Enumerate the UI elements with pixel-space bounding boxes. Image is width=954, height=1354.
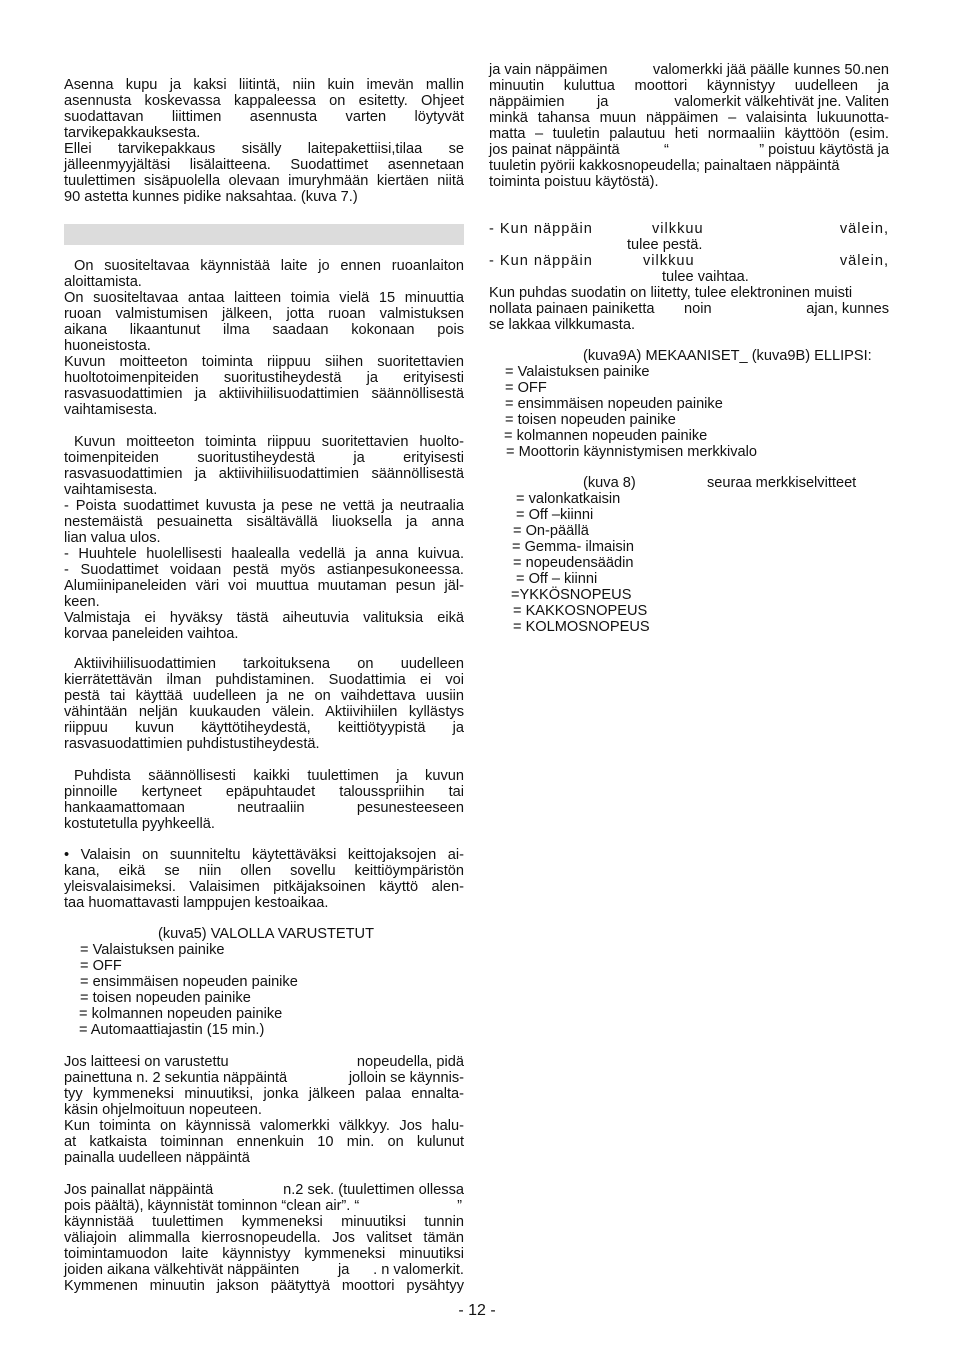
legend-item: = Gemma- ilmaisin <box>512 539 635 555</box>
cleaning-paragraph: Puhdista säännöllisesti kaikki tuulettimen ja kuvun pinnoille kertyneet epäpuhtaudet talousspriihin tai hankaamattomaan neutraaliin pesunesteeseen kostutetulla pyyhkeellä. <box>64 768 464 832</box>
legend-item: = valonkatkaisin <box>516 491 621 507</box>
legend-item: = toisen nopeuden painike <box>80 990 251 1006</box>
legend-item: = kolmannen nopeuden painike <box>79 1006 283 1022</box>
section-header-bar <box>64 224 464 245</box>
clean-air-paragraph: Jos painallat näppäintä n.2 sek. (tuulettimen ollessa pois päältä), käynnistät tominnon “clean air”. “ ” käynnistää tuulettimen kymmeneksi minuutiksi tunnin väliajoin alimmalla kierrosnopeudella. Jos valitset tämän toimintamuodon laite käynnistyy kymmeneksi minuutiksi joiden aikana välkehtivät näppäinten ja . n valomerkit. Kymmenen minuutin jakson päätyttyä moottori pysähtyy <box>64 1182 464 1294</box>
legend-item: = toisen nopeuden painike <box>505 412 676 428</box>
legend-item: = ensimmäisen nopeuden painike <box>80 974 298 990</box>
filter-installation-paragraph: Asenna kupu ja kaksi liitintä, niin kuin imevän mallin asennusta koskevassa kappaleessa on esitetty. Ohjeet suodattavan liittimen asennusta varten löytyvät tarvikepakkauksesta. Ellei tarvikepakkaus sisälly laitepakettiisi,tilaa se jälleenmyyjältäsi lisälaitteena. Suodattimet asennetaan tuulettimen sisäpuolella olevaan imuryhmään kiertäen niitä 90 astetta kunnes pidike naksahtaa. (kuva 7.) <box>64 77 464 205</box>
legend-title: (kuva 8) <box>583 475 636 491</box>
usage-paragraph: On suositeltavaa käynnistää laite jo ennen ruoanlaiton aloittamista. On suositeltavaa antaa laitteen toimia vielä 15 minuuttia ruoan valmistumisen jälkeen, jotta ruoan valmistuksen aikana likaantunut ilma saadaan kokonaan pois huoneistosta. Kuvun moitteeton toiminta riippuu siihen suoritettavien huoltotoimenpiteiden suoritustiheydestä ja erityisesti rasvasuodattimien ja aktiivihiilisuodattimien säännöllisestä vaihtamisesta. <box>64 258 464 418</box>
legend-item: = Off –kiinni <box>516 507 594 523</box>
legend-item: = Valaistuksen painike <box>80 942 225 958</box>
legend-item: = OFF <box>505 380 547 396</box>
legend-item: = KAKKOSNOPEUS <box>513 603 648 619</box>
legend-item: = Off – kiinni <box>516 571 598 587</box>
legend-item: = On-päällä <box>513 523 589 539</box>
grease-filter-paragraph: Kuvun moitteeton toiminta riippuu suoritettavien huolto- toimenpiteiden suoritustiheydestä ja erityisesti rasvasuodattimien ja aktiivihiilisuodattimien säännöllisestä vaihtamisesta. - Poista suodattimet kuvusta ja pese ne vettä ja neutraalia nestemäistä pesuainetta sisältävällä liuoksella ja anna lian valua ulos. - Huuhtele huolellisesti haalealla vedellä ja anna kuivua. - Suodattimet voidaan pestä myös astianpesukoneessa. Alumiinipaneleiden väri voi muuttua muutaman pesun jäl- keen. Valmistaja ei hyväksy tästä aiheutuvia valituksia eikä korvaa paneleiden vaihtoa. <box>64 434 464 642</box>
controls-legend-kuva5 <box>64 926 464 1038</box>
legend-item: = ensimmäisen nopeuden painike <box>505 396 723 412</box>
lighting-paragraph: • Valaisin on suunniteltu käytettäväksi keittojaksojen ai- kana, eikä se niin ollen sovellu keittiöympäristön yleisvalaisimeksi. Valaisimen pitkäjaksoinen käyttö alen- taa huomattavasti lamppujen kestoaikaa. <box>64 847 464 911</box>
legend-item: = Automaattiajastin (15 min.) <box>79 1022 265 1038</box>
clean-air-continued-paragraph: ja vain näppäimen valomerkki jää päälle kunnes 50.nen minuutin kuluttua moottori käynnistyy uudelleen ja näppäimien ja valomerkit välkehtivät jne. Valiten minkä tahansa muun näppäimen – valaisinta lukuunotta- matta – tuuletin palautuu heti normaaliin käyttöön (esim. jos painat näppäintä “ ” poistuu käytöstä ja tuuletin pyörii kakkosnopeudella; painaltaen näppäintä toiminta poistuu käytöstä). <box>489 62 889 190</box>
page-number: - 12 - <box>458 1302 496 1319</box>
controls-legend-kuva8: (kuva 8) seuraa merkkiselvitteet = valonkatkaisin = Off –kiinni = On-päällä = Gemma- ilmaisin = nopeudensäädin = Off – kiinni =YKKÖSNOPEUS = KAKKOSNOPEUS = KOLMOSNOPEUS <box>489 475 889 635</box>
filter-indicator-paragraph: - Kun näppäin vilkkuu välein, tulee pestä. - Kun näppäin vilkkuu välein, tulee vaihtaa. Kun puhdas suodatin on liitetty, tulee elektroninen muisti nollata painaen painiketta noin ajan, kunnes se lakkaa vilkkumasta. <box>489 221 889 333</box>
legend-item: = kolmannen nopeuden painike <box>504 428 708 444</box>
timer-paragraph: Jos laitteesi on varustettu nopeudella, pidä painettuna n. 2 sekuntia näppäintä jolloin se käynnis- tyy kymmeneksi minuutiksi, jonka jälkeen palaa ennalta- käsin ohjelmoituun nopeuteen. Kun toiminta on käynnissä valomerkki välkkyy. Jos halu- at katkaista toiminnan ennenkuin 10 min. on kulunut painalla uudelleen näppäintä <box>64 1054 464 1166</box>
legend-title: (kuva5) VALOLLA VARUSTETUT <box>158 926 374 942</box>
legend-item: = KOLMOSNOPEUS <box>513 619 650 635</box>
legend-item: = OFF <box>80 958 122 974</box>
legend-item: = Moottorin käynnistymisen merkkivalo <box>506 444 758 460</box>
controls-legend-kuva9 <box>489 348 889 460</box>
legend-item: =YKKÖSNOPEUS <box>511 587 632 603</box>
legend-title: (kuva9A) MEKAANISET_ (kuva9B) ELLIPSI: <box>583 348 872 364</box>
legend-item: = nopeudensäädin <box>513 555 634 571</box>
legend-item: = Valaistuksen painike <box>505 364 650 380</box>
carbon-filter-paragraph: Aktiivihiilisuodattimien tarkoituksena on uudelleen kierrätettävän ilman puhdistaminen. Suodattimia ei voi pestä tai käyttää uudelleen ja ne on vaihdettava uusiin vähintään neljän kuukauden välein. Aktiivihiilen kyllästys riippuu kuvun käyttötiheydestä, keittiötyypistä ja rasvasuodattimien puhdistustiheydestä. <box>64 656 464 752</box>
